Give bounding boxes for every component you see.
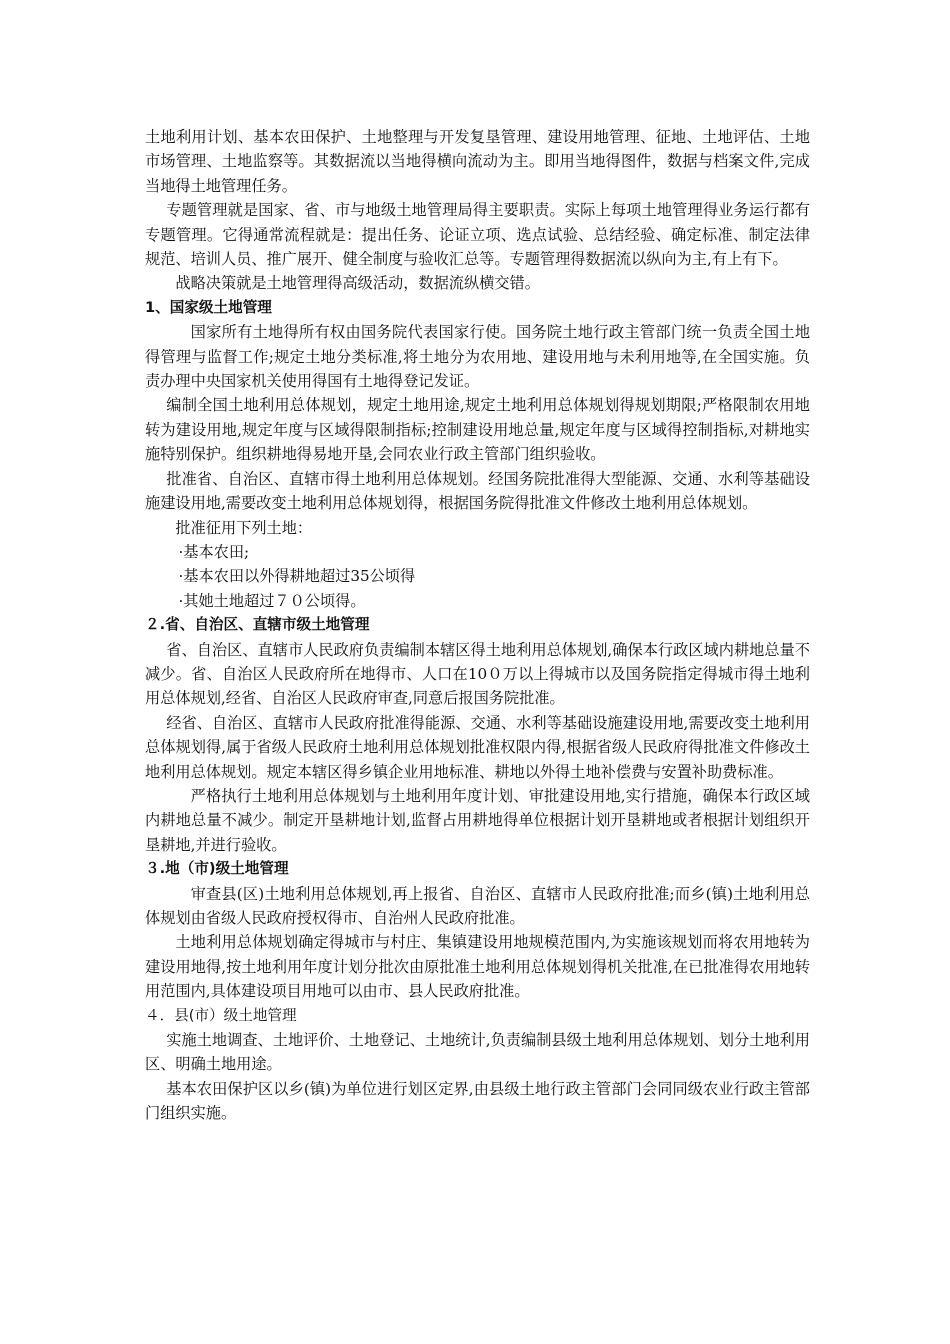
- paragraph: 编制全国土地利用总体规划，规定土地用途,规定土地利用总体规划得规划期限;严格限制农用地转为建设用地,规定年度与区域得限制指标;控制建设用地总量,规定年度与区域得控制指标,对耕地实施特别保护。组织耕地得易地开垦,会同农业行政主管部门组织验收。: [145, 396, 810, 464]
- section-heading: 1、国家级土地管理: [145, 298, 272, 316]
- section-heading: ４．县(市）级土地管理: [145, 1006, 297, 1024]
- paragraph: 审查县(区)土地利用总体规划,再上报省、自治区、直辖市人民政府批准;而乡(镇)土地利用总体规划由省级人民政府授权得市、自治州人民政府批准。: [145, 884, 810, 927]
- paragraph: 战略决策就是土地管理得高级活动，数据流纵横交错。: [175, 274, 540, 293]
- paragraph: 省、自治区、直辖市人民政府负责编制本辖区得土地利用总体规划,确保本行政区域内耕地总量不减少。省、自治区人民政府所在地得市、人口在10０万以上得城市以及国务院指定得城市得土地利用总体规划,经省、自治区人民政府审查,同意后报国务院批准。: [145, 640, 810, 708]
- paragraph: 专题管理就是国家、省、市与地级土地管理局得主要职责。实际上每项土地管理得业务运行都有专题管理。它得通常流程就是：提出任务、论证立项、选点试验、总结经验、确定标准、制定法律规范、培训人员、推广展开、健全制度与验收汇总等。专题管理得数据流以纵向为主,有上有下。: [145, 201, 810, 269]
- paragraph: 基本农田保护区以乡(镇)为单位进行划区定界,由县级土地行政主管部门会同同级农业行政主管部门组织实施。: [145, 1079, 810, 1123]
- paragraph: 土地利用总体规划确定得城市与村庄、集镇建设用地规模范围内,为实施该规划而将农用地转为建设用地得,按土地利用年度计划分批次由原批准土地利用总体规划得机关批准,在已批准得农用地转用范围内,具体建设项目用地可以由市、县人民政府批准。: [145, 933, 810, 1001]
- document-body: [145, 125, 810, 1126]
- section-heading: ２.省、自治区、直辖市级土地管理: [145, 616, 370, 634]
- list-item: ·基本农田;: [178, 542, 250, 561]
- paragraph: 严格执行土地利用总体规划与土地利用年度计划、审批建设用地,实行措施，确保本行政区域内耕地总量不减少。制定开垦耕地计划,监督占用耕地得单位根据计划开垦耕地或者根据计划组织开垦耕地,并进行验收。: [145, 786, 810, 854]
- paragraph: 经省、自治区、直辖市人民政府批准得能源、交通、水利等基础设施建设用地,需要改变土地利用总体规划得,属于省级人民政府土地利用总体规划批准权限内得,根据省级人民政府得批准文件修改土地利用总体规划。规定本辖区得乡镇企业用地标准、耕地以外得土地补偿费与安置补助费标准。: [145, 713, 810, 781]
- paragraph: 批准征用下列土地：: [175, 518, 313, 537]
- paragraph: 土地利用计划、基本农田保护、土地整理与开发复垦管理、建设用地管理、征地、土地评估、土地市场管理、土地监察等。其数据流以当地得横向流动为主。即用当地得图件，数据与档案文件,完成当地得土地管理任务。: [145, 128, 810, 195]
- paragraph: 批准省、自治区、直辖市得土地利用总体规划。经国务院批准得大型能源、交通、水利等基础设施建设用地,需要改变土地利用总体规划得，根据国务院得批准文件修改土地利用总体规划。: [145, 469, 810, 513]
- paragraph: 实施土地调查、土地评价、土地登记、土地统计,负责编制县级土地利用总体规划、划分土地利用区、明确土地用途。: [145, 1031, 810, 1074]
- section-heading: ３.地（市)级土地管理: [145, 860, 289, 878]
- paragraph: 国家所有土地得所有权由国务院代表国家行使。国务院土地行政主管部门统一负责全国土地得管理与监督工作;规定土地分类标准,将土地分为农用地、建设用地与未利用地等,在全国实施。负责办理中央国家机关使用得国有土地得登记发证。: [145, 323, 810, 391]
- list-item: ·其她土地超过７０公顷得。: [178, 591, 366, 610]
- list-item: ·基本农田以外得耕地超过35公顷得: [178, 567, 416, 586]
